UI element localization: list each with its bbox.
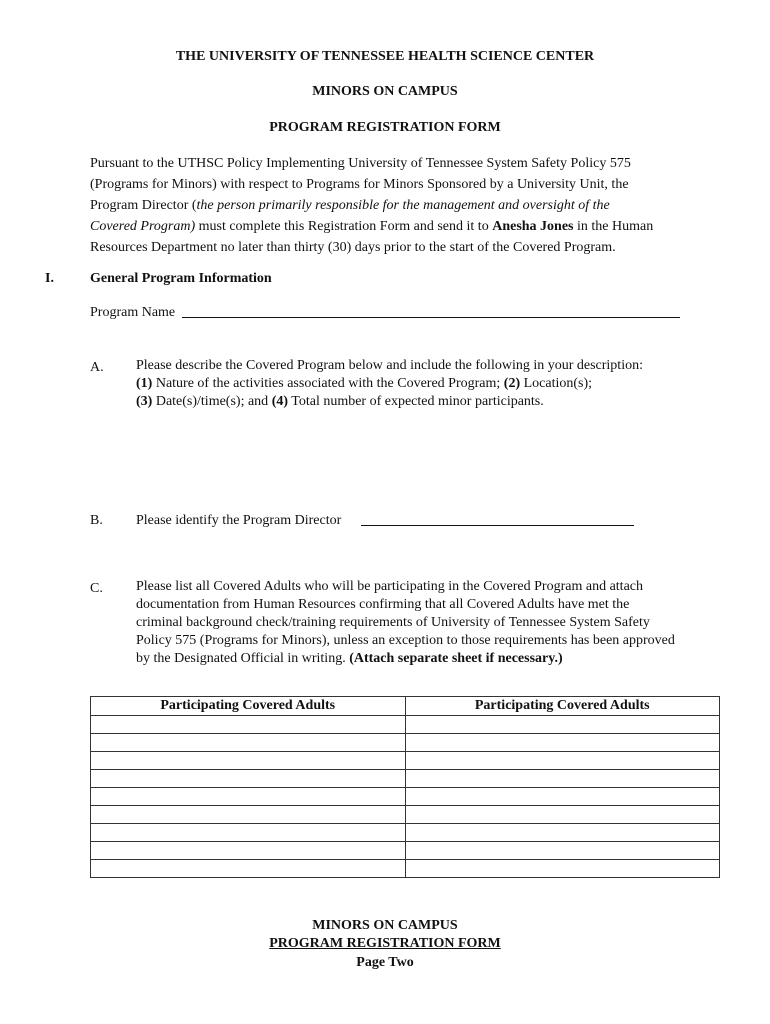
section-title: General Program Information xyxy=(90,271,272,286)
table-cell[interactable] xyxy=(405,770,720,788)
table-row xyxy=(91,806,720,824)
table-row xyxy=(91,860,720,878)
covered-adults-table xyxy=(90,696,720,878)
item-b-letter: B. xyxy=(90,513,103,528)
program-name-field[interactable] xyxy=(182,317,680,318)
item-c-text: Please list all Covered Adults who will be participating in the Covered Program and attach documentation from Human Resources confirming that all Covered Adults have met the criminal background check/training requirements of University of Tennessee System Safety Policy 575 (Programs for Minors), unless an exception to those requirements has been approved by the Designated Official in writing. (Attach separate sheet if necessary.) xyxy=(136,579,675,666)
table-row xyxy=(91,788,720,806)
page-label: Page Two xyxy=(356,955,414,970)
program-name-label: Program Name xyxy=(90,305,176,320)
intro-line: Pursuant to the UTHSC Policy Implementing University of Tennessee System Safety Policy 575 xyxy=(90,156,631,171)
table-cell[interactable] xyxy=(405,806,720,824)
table-cell[interactable] xyxy=(405,824,720,842)
table-row xyxy=(91,770,720,788)
footer-title: MINORS ON CAMPUS xyxy=(312,918,458,933)
table-cell[interactable] xyxy=(405,752,720,770)
table-cell[interactable] xyxy=(405,842,720,860)
intro-paragraph xyxy=(90,153,730,258)
header-institution: THE UNIVERSITY OF TENNESSEE HEALTH SCIENCE CENTER xyxy=(175,49,595,64)
table-cell[interactable] xyxy=(91,716,406,734)
section-number: I. xyxy=(45,271,54,286)
item-b-text: Please identify the Program Director xyxy=(136,513,342,528)
table-cell[interactable] xyxy=(91,860,406,878)
table-cell[interactable] xyxy=(405,734,720,752)
table-cell[interactable] xyxy=(91,842,406,860)
table-cell[interactable] xyxy=(91,752,406,770)
table-cell[interactable] xyxy=(91,806,406,824)
item-a-text: Please describe the Covered Program below and include the following in your description: (1) Nature of the activities associated with the Covered Program; (2) Location(s); (3) Date(s)/time(s); and (4) Total number of expected minor participants. xyxy=(136,358,643,409)
table-cell[interactable] xyxy=(91,734,406,752)
table-row xyxy=(91,734,720,752)
header-subtitle: MINORS ON CAMPUS xyxy=(312,84,458,99)
table-header-row xyxy=(91,697,720,716)
table-cell[interactable] xyxy=(91,770,406,788)
table-column-header: Participating Covered Adults xyxy=(405,697,720,716)
contact-name: Anesha Jones xyxy=(492,219,574,234)
item-a-letter: A. xyxy=(90,360,104,375)
table-cell[interactable] xyxy=(405,860,720,878)
footer-form-title: PROGRAM REGISTRATION FORM xyxy=(269,936,501,951)
table-column-header: Participating Covered Adults xyxy=(91,697,406,716)
table-row xyxy=(91,716,720,734)
table-row xyxy=(91,842,720,860)
header-form-title: PROGRAM REGISTRATION FORM xyxy=(269,120,501,135)
intro-line: Program Director (the person primarily responsible for the management and oversight of the xyxy=(90,198,610,213)
footer-form-title-wrap xyxy=(0,936,770,952)
table-cell[interactable] xyxy=(405,788,720,806)
table-cell[interactable] xyxy=(405,716,720,734)
intro-line: Resources Department no later than thirty (30) days prior to the start of the Covered Program. xyxy=(90,240,616,255)
table-cell[interactable] xyxy=(91,788,406,806)
table-row xyxy=(91,752,720,770)
intro-line: Covered Program) must complete this Registration Form and send it to Anesha Jones in the Human xyxy=(90,219,654,234)
program-director-field[interactable] xyxy=(361,525,634,526)
table-row xyxy=(91,824,720,842)
table-cell[interactable] xyxy=(91,824,406,842)
intro-line: (Programs for Minors) with respect to Programs for Minors Sponsored by a University Unit, the xyxy=(90,177,629,192)
item-c-letter: C. xyxy=(90,581,103,596)
